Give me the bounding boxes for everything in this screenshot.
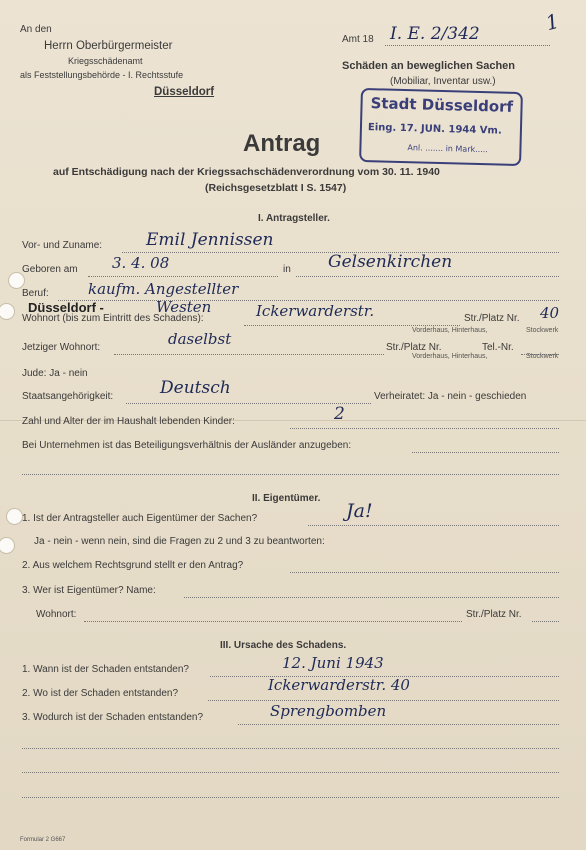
addressee-prefix: An den bbox=[20, 24, 52, 35]
phone-label: Tel.-Nr. bbox=[482, 342, 514, 353]
stamp-city: Stadt Düsseldorf bbox=[370, 94, 514, 116]
owner-answer-1: Ja! bbox=[346, 500, 373, 522]
owner-question-3: 3. Wer ist Eigentümer? Name: bbox=[22, 585, 156, 596]
form-reference: (Reichsgesetzblatt I S. 1547) bbox=[205, 182, 347, 194]
current-residence-label: Jetziger Wohnort: bbox=[22, 342, 101, 353]
jew-status-label: Jude: Ja - nein bbox=[22, 368, 88, 379]
street-no-label-2: Str./Platz Nr. bbox=[386, 342, 442, 353]
cause-question-1: 1. Wann ist der Schaden entstanden? bbox=[22, 664, 189, 675]
marital-status-label: Verheiratet: Ja - nein - geschieden bbox=[374, 391, 527, 402]
stamp-annex: Anl. ....... in Mark..... bbox=[407, 143, 489, 155]
form-title: Antrag bbox=[243, 130, 321, 157]
children-label: Zahl und Alter der im Haushalt lebenden Kinder: bbox=[22, 416, 235, 427]
born-date: 3. 4. 08 bbox=[112, 254, 170, 272]
cause-question-3: 3. Wodurch ist der Schaden entstanden? bbox=[22, 712, 204, 723]
form-subtitle: auf Entschädigung nach der Kriegssachschädenverordnung vom 30. 11. 1940 bbox=[53, 166, 440, 178]
born-in-label: in bbox=[283, 264, 291, 275]
profession-value: kaufm. Angestellter bbox=[88, 280, 239, 298]
damage-date: 12. Juni 1943 bbox=[282, 654, 384, 672]
section-2-heading: II. Eigentümer. bbox=[252, 493, 321, 504]
house-number: 40 bbox=[540, 304, 560, 322]
corner-mark: 1 bbox=[543, 8, 562, 36]
recipient-city: Düsseldorf bbox=[154, 86, 215, 98]
stamp-date: Eing. 17. JUN. 1944 Vm. bbox=[367, 122, 502, 137]
punch-hole bbox=[0, 303, 15, 320]
owner-residence-label: Wohnort: bbox=[36, 609, 77, 620]
cause-question-2: 2. Wo ist der Schaden entstanden? bbox=[22, 688, 179, 699]
authority-line: als Feststellungsbehörde - I. Rechtsstufe bbox=[20, 70, 184, 80]
owner-note: Ja - nein - wenn nein, sind die Fragen zu 2 und 3 zu beantworten: bbox=[34, 536, 325, 547]
floor-hint: Stockwerk bbox=[526, 327, 559, 334]
damage-location: Ickerwarderstr. 40 bbox=[268, 676, 410, 694]
city-typed: Düsseldorf - bbox=[28, 300, 104, 315]
recipient-title: Herrn Oberbürgermeister bbox=[44, 40, 173, 52]
building-part-hint-2: Vorderhaus, Hinterhaus, bbox=[412, 353, 488, 360]
nationality-label: Staatsangehörigkeit: bbox=[22, 391, 114, 402]
form-number: Formular 2 G667 bbox=[20, 837, 66, 843]
children-value: 2 bbox=[334, 404, 345, 424]
damage-cause: Sprengbomben bbox=[270, 702, 387, 720]
name-value: Emil Jennissen bbox=[146, 230, 274, 250]
owner-question-1: 1. Ist der Antragsteller auch Eigentümer der Sachen? bbox=[22, 513, 258, 524]
name-label: Vor- und Zuname: bbox=[22, 240, 103, 251]
building-part-hint: Vorderhaus, Hinterhaus, bbox=[412, 327, 488, 334]
section-3-heading: III. Ursache des Schadens. bbox=[220, 640, 347, 651]
profession-label: Beruf: bbox=[22, 288, 49, 299]
file-number: I. E. 2/342 bbox=[390, 24, 480, 44]
district-handwritten: Westen bbox=[156, 298, 212, 316]
category-title: Schäden an beweglichen Sachen bbox=[342, 60, 515, 72]
category-subtitle: (Mobiliar, Inventar usw.) bbox=[390, 76, 496, 87]
street-no-label: Str./Platz Nr. bbox=[464, 313, 520, 324]
office-name: Kriegsschädenamt bbox=[68, 56, 143, 66]
punch-hole bbox=[0, 537, 15, 554]
residence-street: Ickerwarderstr. bbox=[256, 302, 375, 320]
section-1-heading: I. Antragsteller. bbox=[258, 213, 330, 224]
owner-question-2: 2. Aus welchem Rechtsgrund stellt er den Antrag? bbox=[22, 560, 244, 571]
punch-hole bbox=[6, 508, 23, 525]
owner-street-label: Str./Platz Nr. bbox=[466, 609, 522, 620]
born-label: Geboren am bbox=[22, 264, 78, 275]
born-place: Gelsenkirchen bbox=[328, 252, 453, 272]
residence-label: Wohnort (bis zum Eintritt des Schadens): bbox=[22, 313, 204, 324]
current-residence-value: daselbst bbox=[168, 330, 232, 348]
amt-label: Amt 18 bbox=[342, 34, 374, 45]
nationality-value: Deutsch bbox=[160, 378, 231, 398]
floor-hint-2: Stockwerk bbox=[526, 353, 559, 360]
received-stamp bbox=[359, 88, 523, 166]
foreign-share-label: Bei Unternehmen ist das Beteiligungsverhältnis der Ausländer anzugeben: bbox=[22, 440, 352, 451]
